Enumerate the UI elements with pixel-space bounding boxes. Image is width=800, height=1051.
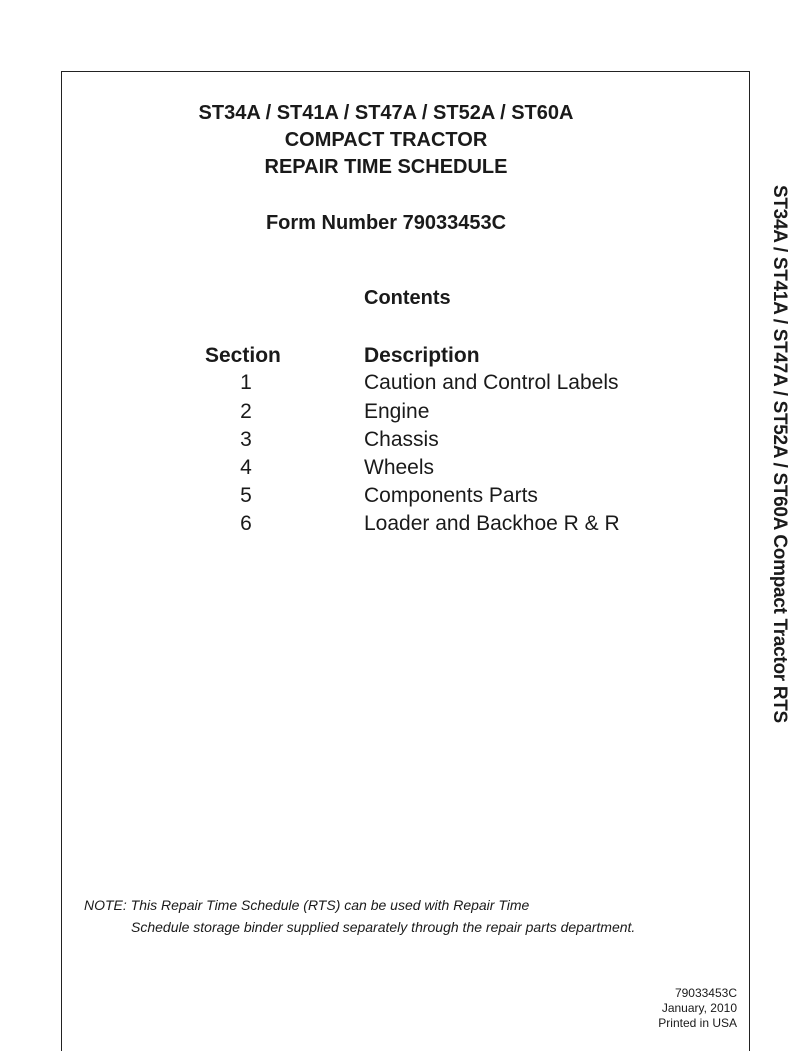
title-line-models: ST34A / ST41A / ST47A / ST52A / ST60A: [198, 102, 574, 124]
spine-title: ST34A / ST41A / ST47A / ST52A / ST60A Compact Tractor RTS: [769, 185, 790, 723]
toc-row: [0, 484, 700, 512]
contents-heading: Contents: [364, 287, 451, 309]
toc-row: [0, 512, 700, 540]
toc-description: Components Parts: [364, 484, 538, 507]
toc-row: [0, 400, 700, 428]
toc-section-header: Section: [205, 344, 281, 367]
toc-section-number: 5: [240, 484, 252, 507]
footer-block: [658, 986, 737, 1031]
document-title: [0, 100, 772, 181]
toc-description-header: Description: [364, 344, 480, 367]
toc-description: Chassis: [364, 428, 439, 451]
title-line-schedule: REPAIR TIME SCHEDULE: [264, 156, 508, 178]
note-line-2: Schedule storage binder supplied separately through the repair parts department.: [131, 919, 636, 935]
footer-printed: Printed in USA: [658, 1016, 737, 1030]
toc-description: Caution and Control Labels: [364, 371, 619, 394]
toc-description: Loader and Backhoe R & R: [364, 512, 620, 535]
toc-row: [0, 428, 700, 456]
toc-row: [0, 456, 700, 484]
footer-form-code: 79033453C: [674, 986, 737, 1000]
form-number: Form Number 79033453C: [265, 212, 507, 234]
toc-description: Engine: [364, 400, 430, 423]
toc-row: [0, 371, 700, 399]
title-line-product: COMPACT TRACTOR: [284, 129, 488, 151]
toc-section-number: 2: [240, 400, 252, 423]
note-block: [84, 894, 635, 938]
note-line-1: NOTE: This Repair Time Schedule (RTS) can be used with Repair Time: [84, 897, 530, 913]
toc-section-number: 1: [240, 371, 252, 394]
toc-section-number: 6: [240, 512, 252, 535]
toc-section-number: 3: [240, 428, 252, 451]
toc-description: Wheels: [364, 456, 435, 479]
footer-date: January, 2010: [661, 1001, 737, 1015]
toc-section-number: 4: [240, 456, 252, 479]
